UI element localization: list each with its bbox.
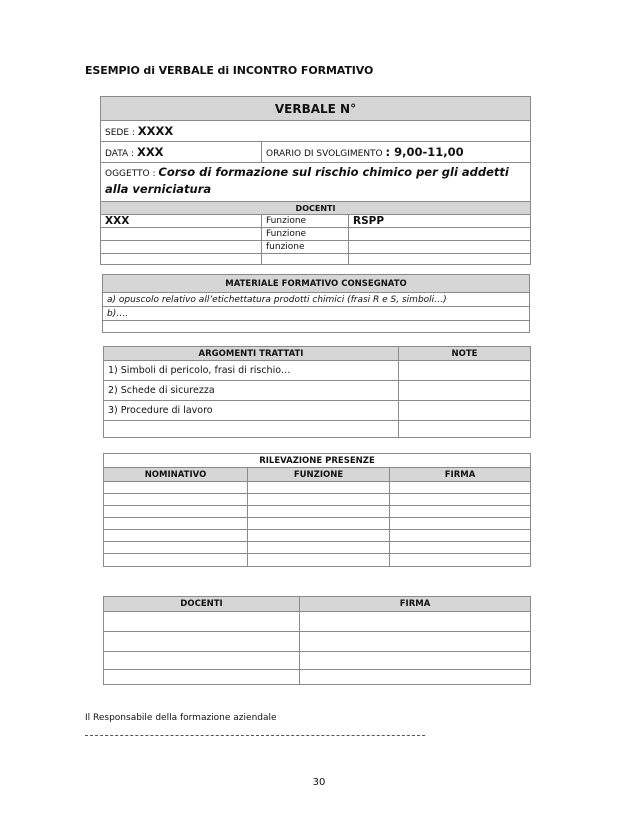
materiale-header: MATERIALE FORMATIVO CONSEGNATO — [103, 275, 530, 293]
docente-name — [101, 241, 262, 254]
verbale-title: VERBALE N° — [101, 97, 531, 121]
firma-cell — [390, 494, 531, 506]
docenti-column-header: DOCENTI — [104, 597, 300, 612]
firma-cell — [300, 652, 531, 670]
sede-value: XXXX — [137, 124, 174, 138]
docenti-header: DOCENTI — [101, 202, 531, 215]
funzione-header: FUNZIONE — [248, 468, 390, 482]
materiale-table — [102, 274, 530, 333]
firma-cell — [390, 542, 531, 554]
orario-value: : 9,00-11,00 — [385, 145, 464, 159]
docente-name: XXX — [101, 215, 262, 228]
argomento-item: 2) Schede di sicurezza — [104, 381, 399, 401]
oggetto-value: Corso di formazione sul rischio chimico per gli addetti alla verniciatura — [105, 165, 509, 196]
nominativo-cell — [104, 494, 248, 506]
docente-role-label — [262, 254, 349, 265]
nominativo-header: NOMINATIVO — [104, 468, 248, 482]
note-cell — [399, 421, 531, 438]
argomenti-header: ARGOMENTI TRATTATI — [104, 347, 399, 361]
firma-cell — [390, 554, 531, 567]
signature-line — [85, 735, 425, 737]
argomento-item: 1) Simboli di pericolo, frasi di rischio… — [104, 361, 399, 381]
nominativo-cell — [104, 554, 248, 567]
table-row — [104, 632, 531, 652]
table-row — [104, 506, 531, 518]
materiale-item — [103, 321, 530, 333]
firma-header: FIRMA — [390, 468, 531, 482]
orario-label: ORARIO DI SVOLGIMENTO — [266, 149, 386, 159]
data-label: DATA : — [105, 149, 137, 159]
docente-role-value — [349, 241, 531, 254]
oggetto-label: OGGETTO : — [105, 169, 159, 179]
firma-cell — [390, 518, 531, 530]
docente-cell — [104, 632, 300, 652]
presenze-header: RILEVAZIONE PRESENZE — [104, 454, 531, 468]
note-cell — [399, 401, 531, 421]
note-cell — [399, 361, 531, 381]
docente-role-value — [349, 228, 531, 241]
argomento-item — [104, 421, 399, 438]
verbale-table — [100, 96, 531, 265]
firma-cell — [390, 506, 531, 518]
table-row — [104, 670, 531, 685]
firma-cell — [300, 670, 531, 685]
funzione-cell — [248, 542, 390, 554]
firma-cell — [390, 530, 531, 542]
docente-name — [101, 254, 262, 265]
data-cell — [101, 142, 262, 163]
firma-cell — [390, 482, 531, 494]
firma-cell — [300, 612, 531, 632]
table-row — [104, 518, 531, 530]
table-row — [104, 530, 531, 542]
funzione-cell — [248, 530, 390, 542]
firma-column-header: FIRMA — [300, 597, 531, 612]
docenti-firma-table — [103, 596, 531, 685]
docente-role-label: Funzione — [262, 228, 349, 241]
funzione-cell — [248, 494, 390, 506]
document-heading: ESEMPIO di VERBALE di INCONTRO FORMATIVO — [85, 64, 374, 77]
table-row — [104, 554, 531, 567]
nominativo-cell — [104, 542, 248, 554]
funzione-cell — [248, 518, 390, 530]
table-row — [104, 482, 531, 494]
table-row — [104, 652, 531, 670]
note-cell — [399, 381, 531, 401]
funzione-cell — [248, 506, 390, 518]
nominativo-cell — [104, 530, 248, 542]
oggetto-cell — [101, 163, 531, 202]
docente-cell — [104, 670, 300, 685]
funzione-cell — [248, 554, 390, 567]
docente-role-value: RSPP — [349, 215, 531, 228]
materiale-item: b)…. — [103, 307, 530, 321]
docente-cell — [104, 612, 300, 632]
docente-name — [101, 228, 262, 241]
data-value: XXX — [136, 145, 164, 159]
docente-role-value — [349, 254, 531, 265]
orario-cell — [262, 142, 531, 163]
nominativo-cell — [104, 506, 248, 518]
note-header: NOTE — [399, 347, 531, 361]
table-row — [104, 612, 531, 632]
docente-cell — [104, 652, 300, 670]
presenze-table — [103, 453, 531, 567]
table-row — [104, 542, 531, 554]
nominativo-cell — [104, 518, 248, 530]
funzione-cell — [248, 482, 390, 494]
docente-role-label: Funzione — [262, 215, 349, 228]
sede-row — [101, 121, 531, 142]
table-row — [104, 494, 531, 506]
responsabile-label: Il Responsabile della formazione aziendale — [85, 713, 277, 723]
firma-cell — [300, 632, 531, 652]
nominativo-cell — [104, 482, 248, 494]
sede-label: SEDE : — [105, 128, 138, 138]
argomento-item: 3) Procedure di lavoro — [104, 401, 399, 421]
argomenti-table — [103, 346, 531, 438]
materiale-item: a) opuscolo relativo all’etichettatura prodotti chimici (frasi R e S, simboli…) — [103, 293, 530, 307]
page-number: 30 — [312, 777, 326, 788]
docente-role-label: funzione — [262, 241, 349, 254]
